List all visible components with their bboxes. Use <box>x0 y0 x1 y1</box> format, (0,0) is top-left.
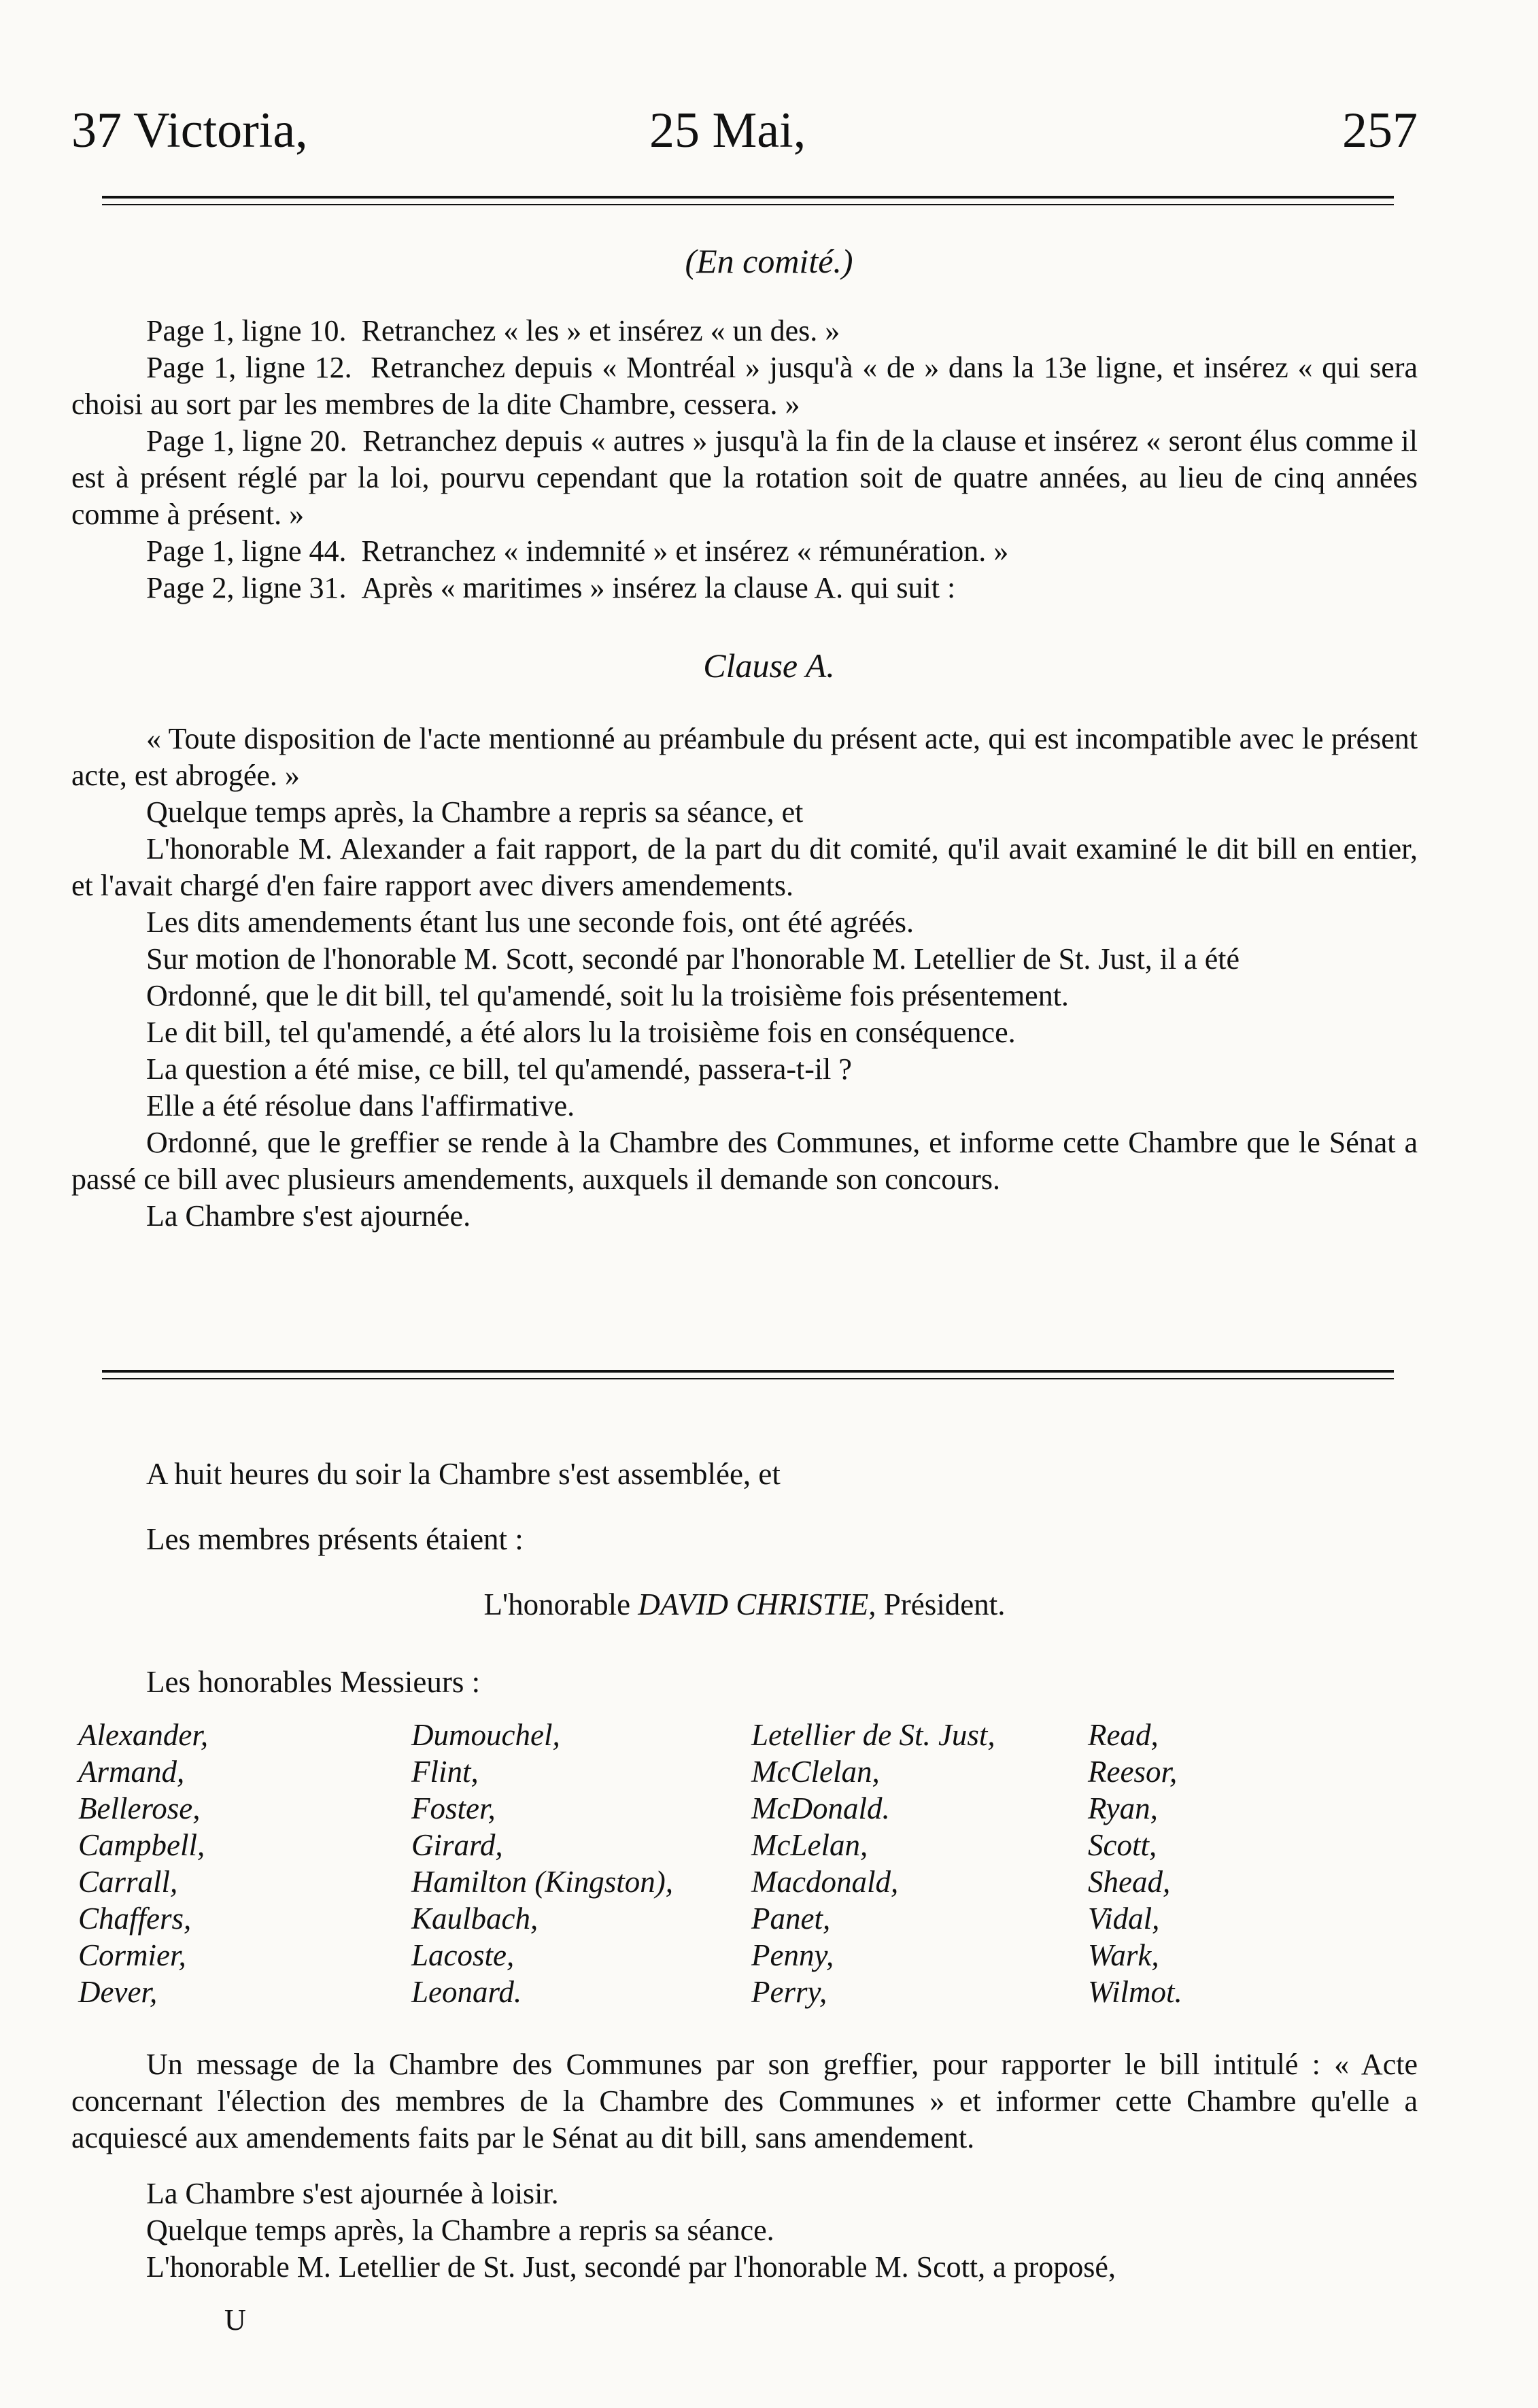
paragraph: Sur motion de l'honorable M. Scott, secondé par l'honorable M. Letellier de St. Just, il a été <box>146 942 1240 976</box>
member-name: Armand, <box>78 1755 185 1789</box>
member-name: Wilmot. <box>1088 1975 1182 2009</box>
paragraph: Ordonné, que le greffier se rende à la Chambre des Communes, et informe cette Chambre que le Sénat a passé ce bill avec plusieurs amendements, auxquels il demande son concours. <box>71 1126 1418 1196</box>
member-name: Reesor, <box>1088 1755 1178 1789</box>
amendment-3: Page 1, ligne 20. Retranchez depuis « autres » jusqu'à la fin de la clause et insérez « seront élus comme il est à présent réglé par la loi, pourvu cependant que la rotation soit de quatre années, au lieu de cinq années comme à présent. » <box>71 424 1418 531</box>
paragraph: L'honorable M. Alexander a fait rapport, de la part du dit comité, qu'il avait examiné le dit bill en entier, et l'avait chargé d'en faire rapport avec divers amendements. <box>71 832 1418 902</box>
member-name: Campbell, <box>78 1828 205 1862</box>
paragraph-clause-text: « Toute disposition de l'acte mentionné au préambule du présent acte, qui est incompatible avec le présent acte, est abrogée. » <box>71 722 1418 792</box>
section-rule <box>102 1370 1394 1379</box>
president-line: L'honorable DAVID CHRISTIE, Président. <box>483 1587 1006 1621</box>
member-name: Panet, <box>751 1902 831 1936</box>
member-name: Flint, <box>411 1755 479 1789</box>
member-name: Letellier de St. Just, <box>751 1718 995 1752</box>
members-column-1 <box>78 1717 432 2010</box>
member-name: Vidal, <box>1088 1902 1160 1936</box>
proceedings-block <box>71 721 1418 1235</box>
header-session: 37 Victoria, <box>71 103 308 158</box>
members-column-2 <box>411 1717 765 2010</box>
amendment-4: Page 1, ligne 44. Retranchez « indemnité » et insérez « rémunération. » <box>146 534 1009 568</box>
paragraph: Ordonné, que le dit bill, tel qu'amendé, soit lu la troisième fois présentement. <box>146 979 1069 1012</box>
member-name: Scott, <box>1088 1828 1157 1862</box>
member-name: Lacoste, <box>411 1938 515 1972</box>
paragraph: Elle a été résolue dans l'affirmative. <box>146 1089 575 1122</box>
paragraph: L'honorable M. Letellier de St. Just, secondé par l'honorable M. Scott, a proposé, <box>146 2250 1116 2284</box>
evening-session-block <box>71 1441 1418 1715</box>
member-name: Macdonald, <box>751 1865 899 1899</box>
members-heading: Les honorables Messieurs : <box>146 1665 481 1699</box>
paragraph: Quelque temps après, la Chambre a repris sa séance. <box>146 2214 774 2247</box>
member-name: Hamilton (Kingston), <box>411 1865 674 1899</box>
paragraph: Les dits amendements étant lus une seconde fois, ont été agréés. <box>146 906 914 939</box>
evening-opening: A huit heures du soir la Chambre s'est assemblée, et <box>146 1457 781 1491</box>
page-number: 257 <box>1342 103 1418 158</box>
paragraph: La question a été mise, ce bill, tel qu'amendé, passera-t-il ? <box>146 1052 852 1086</box>
amendment-1: Page 1, ligne 10. Retranchez « les » et insérez « un des. » <box>146 314 840 347</box>
paragraph: Le dit bill, tel qu'amendé, a été alors lu la troisième fois en conséquence. <box>146 1016 1016 1049</box>
member-name: McDonald. <box>751 1791 890 1825</box>
member-name: Ryan, <box>1088 1791 1158 1825</box>
amendments-block <box>71 313 1418 606</box>
members-present: Les membres présents étaient : <box>146 1522 524 1556</box>
paragraph: Quelque temps après, la Chambre a repris sa séance, et <box>146 795 804 829</box>
member-name: Kaulbach, <box>411 1902 539 1936</box>
member-name: McLelan, <box>751 1828 868 1862</box>
member-name: Shead, <box>1088 1865 1171 1899</box>
message-paragraph: Un message de la Chambre des Communes par son greffier, pour rapporter le bill intitulé : « Acte concernant l'élection des membres de la Chambre des Communes » et informer cette Chambre qu'elle a acquiescé aux amendements faits par le Sénat au dit bill, sans amendement. <box>71 2048 1418 2154</box>
member-name: Read, <box>1088 1718 1159 1752</box>
member-name: Dever, <box>78 1975 158 2009</box>
closing-block <box>71 2046 1418 2286</box>
amendment-5: Page 2, ligne 31. Après « maritimes » insérez la clause A. qui suit : <box>146 571 956 604</box>
header-date: 25 Mai, <box>649 103 806 158</box>
president-name: DAVID CHRISTIE, <box>638 1587 876 1621</box>
member-name: Dumouchel, <box>411 1718 560 1752</box>
member-name: Chaffers, <box>78 1902 192 1936</box>
member-name: Foster, <box>411 1791 496 1825</box>
member-name: Cormier, <box>78 1938 186 1972</box>
paragraph: La Chambre s'est ajournée à loisir. <box>146 2177 559 2210</box>
members-column-4 <box>1088 1717 1346 2010</box>
member-name: Bellerose, <box>78 1791 201 1825</box>
member-name: Penny, <box>751 1938 834 1972</box>
member-name: Carrall, <box>78 1865 178 1899</box>
member-name: Leonard. <box>411 1975 522 2009</box>
committee-title: (En comité.) <box>685 242 853 280</box>
member-name: Alexander, <box>78 1718 209 1752</box>
member-name: Wark, <box>1088 1938 1159 1972</box>
page-header <box>71 102 1418 170</box>
clause-title: Clause A. <box>703 647 835 685</box>
members-list <box>78 1717 1370 2016</box>
members-column-3 <box>751 1717 1105 2010</box>
member-name: McClelan, <box>751 1755 880 1789</box>
signature-mark: U <box>224 2303 246 2337</box>
member-name: Perry, <box>751 1975 827 2009</box>
paragraph: La Chambre s'est ajournée. <box>146 1199 471 1233</box>
member-name: Girard, <box>411 1828 503 1862</box>
amendment-2: Page 1, ligne 12. Retranchez depuis « Montréal » jusqu'à « de » dans la 13e ligne, et insérez « qui sera choisi au sort par les membres de la dite Chambre, cessera. » <box>71 351 1418 421</box>
header-rule <box>102 196 1394 205</box>
